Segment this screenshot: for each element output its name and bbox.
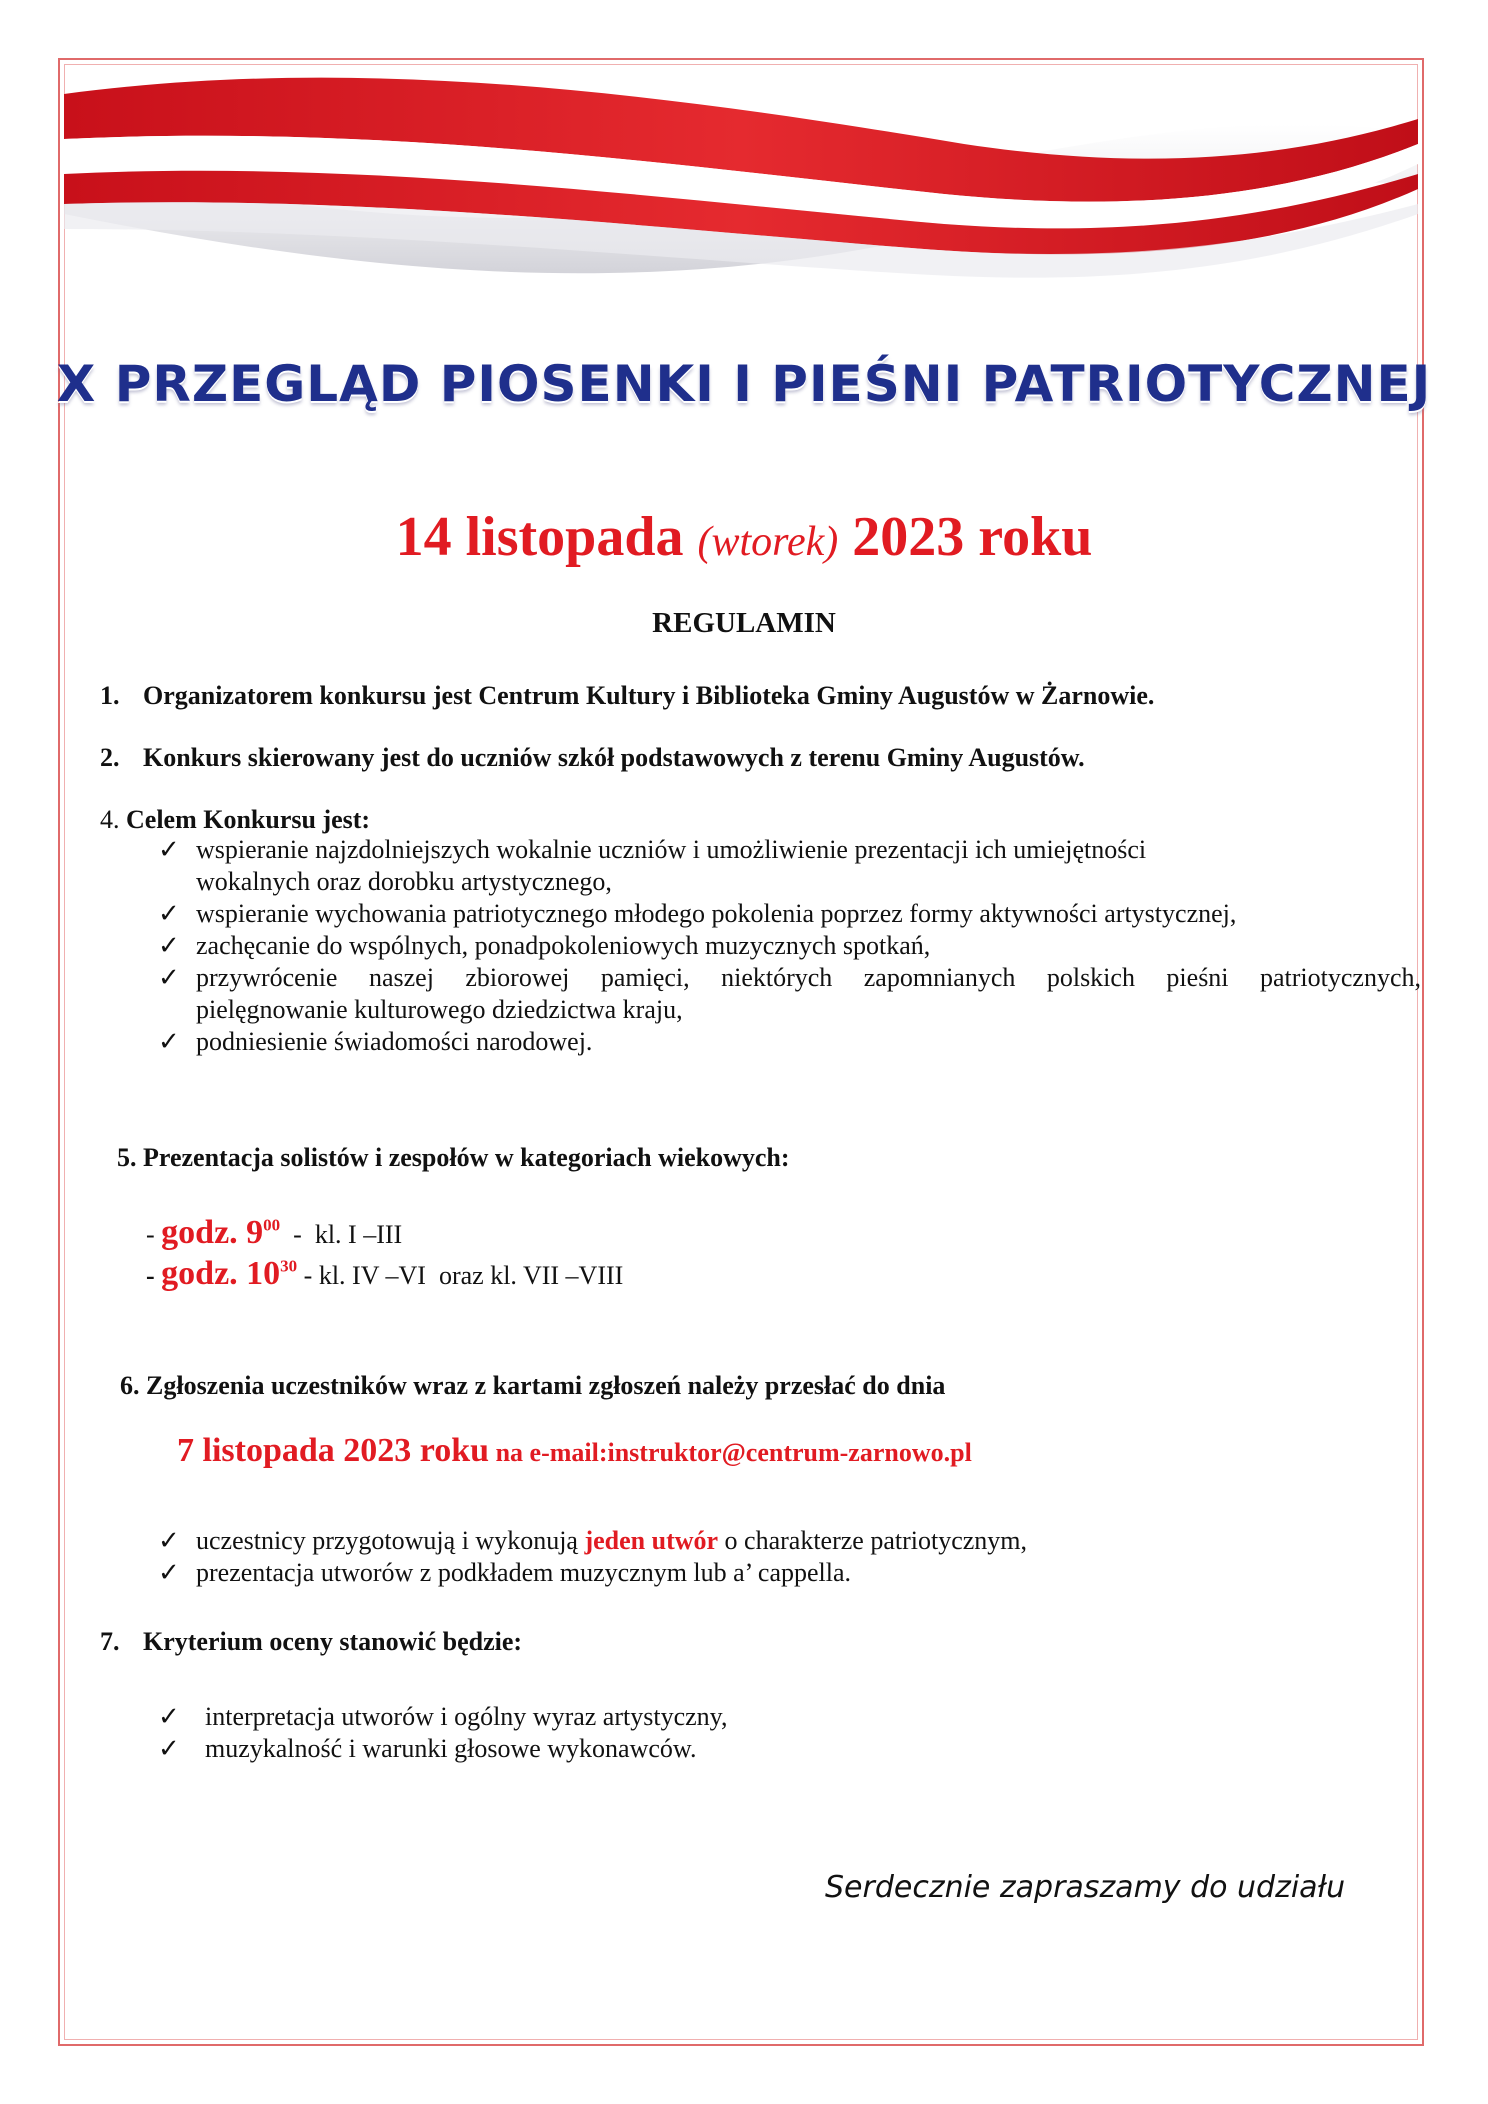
check-icon: ✓ (158, 1027, 180, 1057)
check-icon: ✓ (158, 1526, 180, 1556)
flag-ribbon-graphic (64, 64, 1418, 294)
check-icon: ✓ (158, 1558, 180, 1588)
slot-time-minutes: 00 (263, 1215, 281, 1235)
rule-4-number: 4. (100, 805, 120, 834)
closing-invitation: Serdecznie zapraszamy do udziału (825, 1870, 1346, 1905)
rule-4-item: wspieranie najzdolniejszych wokalnie uczniów i umożliwienie prezentacji ich umiejętności (196, 835, 1147, 864)
event-date (0, 505, 1488, 569)
check-icon: ✓ (158, 931, 180, 961)
check-icon: ✓ (158, 963, 180, 993)
date-weekday: (wtorek) (697, 519, 839, 565)
regulations-heading: REGULAMIN (652, 607, 836, 639)
check-icon: ✓ (158, 1702, 180, 1732)
rule-6-deadline-line (177, 1432, 972, 1469)
slot-time: godz. $10^{30}$ (161, 1255, 298, 1292)
rule-4-item: wspieranie wychowania patriotycznego młodego pokolenia poprzez formy aktywności artystycznej, (196, 899, 1237, 928)
rule-7-number: 7. (100, 1627, 120, 1656)
rule-7-text: Kryterium oceny stanowić będzie: (143, 1627, 523, 1656)
time-slot-2 (146, 1255, 624, 1292)
event-title: X PRZEGLĄD PIOSENKI I PIEŚNI PATRIOTYCZNEJ (56, 355, 1432, 413)
rule-7-item: muzykalność i warunki głosowe wykonawców. (205, 1734, 697, 1763)
slot-classes: - kl. I –III (280, 1220, 403, 1249)
rule-4-item: podniesienie świadomości narodowej. (196, 1027, 593, 1056)
rule-6-text: 6. Zgłoszenia uczestników wraz z kartami zgłoszeń należy przesłać do dnia (120, 1371, 946, 1400)
deadline-date: 7 listopada 2023 roku (177, 1432, 490, 1469)
rule-4-item: przywrócenie naszej zbiorowej pamięci, niektórych zapomnianych polskich pieśni patriotycznych, (196, 963, 1421, 992)
rule-1-number: 1. (100, 681, 120, 710)
check-icon: ✓ (158, 1734, 180, 1764)
rule-4-item-continuation: wokalnych oraz dorobku artystycznego, (196, 867, 612, 896)
contact-email[interactable]: na e-mail:instruktor@centrum-zarnowo.pl (495, 1438, 972, 1467)
check-icon: ✓ (158, 899, 180, 929)
rule-4-item-continuation: pielęgnowanie kulturowego dziedzictwa kraju, (196, 995, 683, 1024)
highlight-one-song: jeden utwór (584, 1526, 719, 1555)
slot-time: godz. $9^{00}$ (161, 1214, 281, 1251)
slot-dash: - (146, 1261, 155, 1290)
check-icon: ✓ (158, 835, 180, 865)
rule-2-number: 2. (100, 743, 120, 772)
rule-4-item: zachęcanie do wspólnych, ponadpokoleniowych muzycznych spotkań, (196, 931, 931, 960)
date-day: 14 listopada (395, 506, 684, 568)
slot-time-minutes: 30 (280, 1256, 298, 1276)
slot-classes: - kl. IV –VI oraz kl. VII –VIII (297, 1261, 624, 1290)
slot-dash: - (146, 1220, 155, 1249)
rule-6-item: uczestnicy przygotowują i wykonują jeden utwór o charakterze patriotycznym, (196, 1526, 1027, 1555)
rule-5-text: 5. Prezentacja solistów i zespołów w kategoriach wiekowych: (117, 1143, 790, 1172)
date-year: 2023 roku (852, 506, 1093, 568)
rule-2-text: Konkurs skierowany jest do uczniów szkół podstawowych z terenu Gminy Augustów. (143, 743, 1085, 772)
time-slot-1 (146, 1214, 403, 1251)
rule-4-text: Celem Konkursu jest: (126, 805, 371, 834)
rule-7-item: interpretacja utworów i ogólny wyraz artystyczny, (205, 1702, 728, 1731)
rule-1-text: Organizatorem konkursu jest Centrum Kultury i Biblioteka Gminy Augustów w Żarnowie. (143, 681, 1155, 710)
rule-6-item: prezentacja utworów z podkładem muzycznym lub a’ cappella. (196, 1558, 852, 1587)
